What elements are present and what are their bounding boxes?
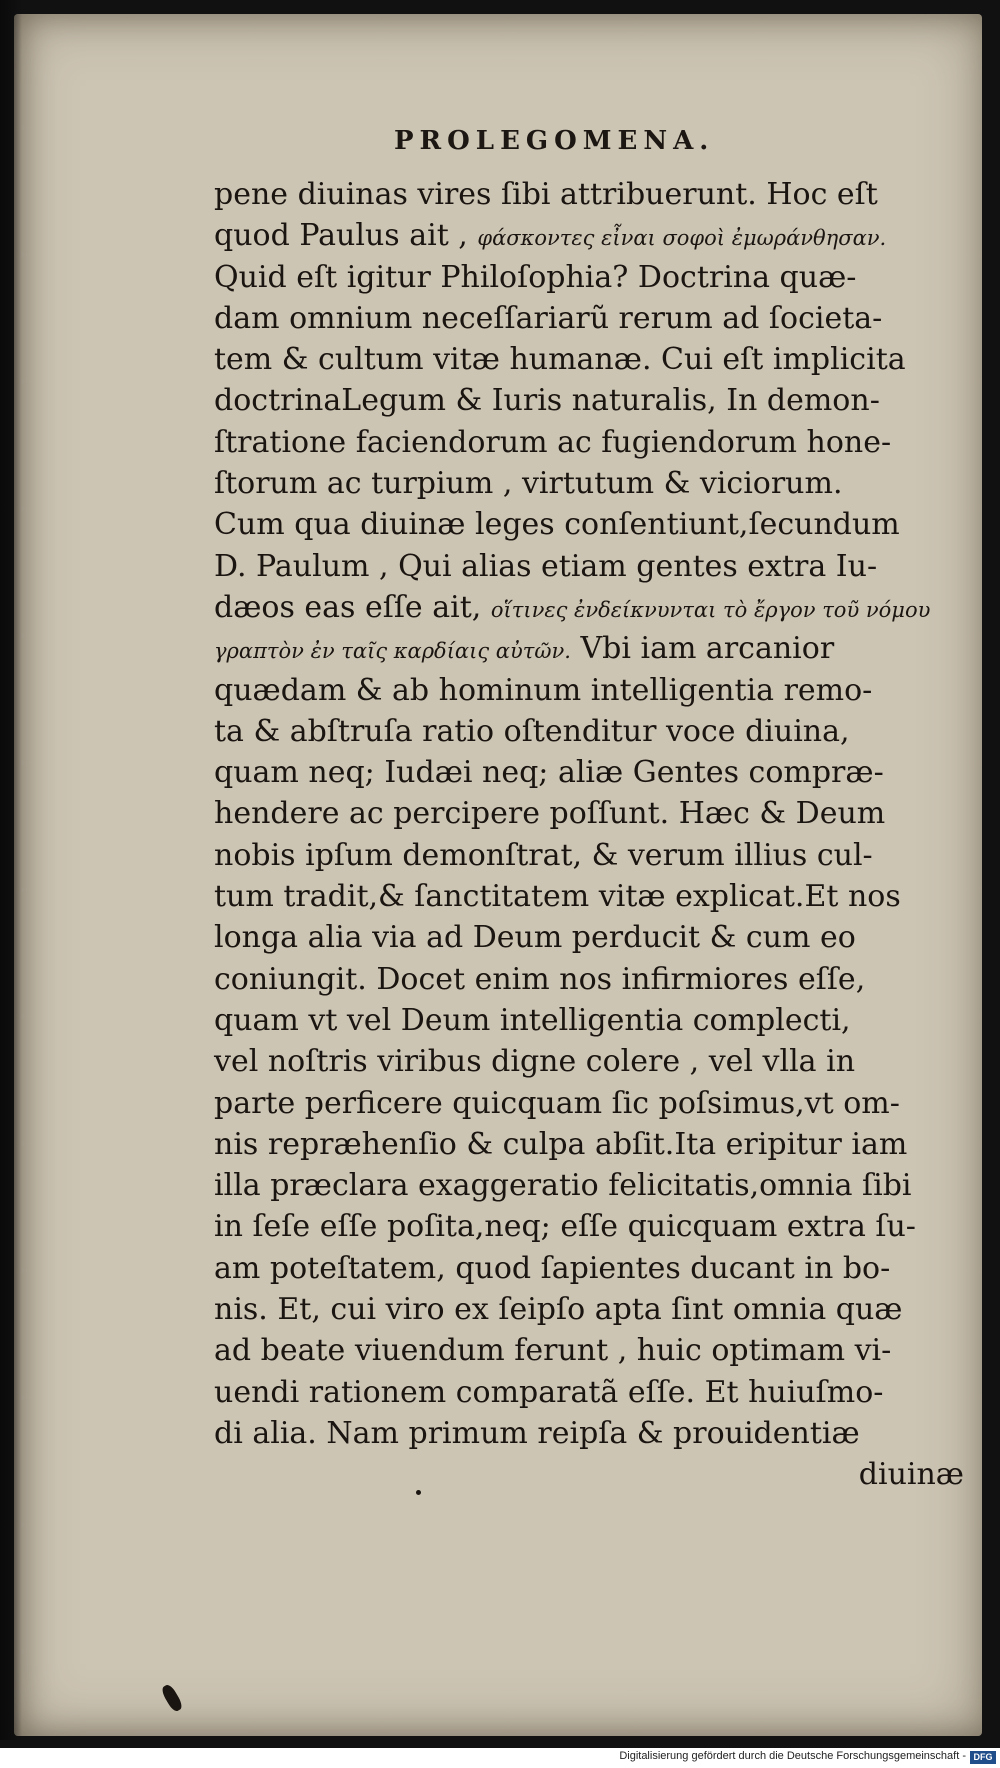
greek-quotation: φάσκοντες εἶναι σοφοὶ ἐμωράνθησαν. (477, 226, 887, 251)
footer-bar (0, 1748, 1000, 1768)
text-line: illa præclara exaggeratio felicitatis,omnia ſibi (214, 1168, 912, 1204)
text-line: longa alia via ad Deum perducit & cum eo (214, 920, 856, 956)
running-head: PROLEGOMENA. (394, 126, 715, 156)
catchword: diuinæ (858, 1457, 964, 1493)
text-line: tum tradit,& ſanctitatem vitæ explicat.Et nos (214, 879, 901, 915)
greek-quotation: γραπτὸν ἐν ταῖς καρδίαις αὐτῶν. (214, 639, 571, 664)
funding-credit: Digitalisierung gefördert durch die Deutsche Forschungsgemeinschaft - (619, 1750, 966, 1762)
text-line: quam neq; Iudæi neq; aliæ Gentes compræ- (214, 755, 884, 791)
text-line: ſtratione faciendorum ac fugiendorum hone- (214, 424, 892, 460)
text-line (214, 628, 984, 669)
text-line: di alia. Nam primum reipſa & prouidentiæ (214, 1415, 860, 1451)
text-line: Quid eſt igitur Philoſophia? Doctrina quæ- (214, 259, 857, 295)
text-line: nis. Et, cui viro ex ſeipſo apta ſint omnia quæ (214, 1292, 903, 1328)
text-line: doctrinaLegum & Iuris naturalis, In demon- (214, 383, 880, 419)
book-page (14, 14, 982, 1736)
text-line-latin: Vbi iam arcanior (580, 631, 835, 667)
text-line: quædam & ab hominum intelligentia remo- (214, 672, 873, 708)
dfg-logo-icon: DFG (970, 1751, 996, 1764)
text-line-latin: dæos eas eſſe ait, (214, 589, 482, 625)
text-line: nobis ipſum demonſtrat, & verum illius cul- (214, 837, 873, 873)
text-line: pene diuinas vires ſibi attribuerunt. Hoc eſt (214, 177, 878, 212)
text-line: am poteſtatem, quod ſapientes ducant in bo- (214, 1250, 891, 1286)
text-line-latin: quod Paulus ait , (214, 218, 468, 254)
greek-quotation: οἵτινες ἐνδείκνυνται τὸ ἔργον τοῦ νόμου (490, 597, 931, 622)
text-line: ſtorum ac turpium , virtutum & viciorum. (214, 466, 843, 502)
text-line (214, 215, 984, 256)
text-line: ta & abſtruſa ratio oſtenditur voce diuina, (214, 713, 850, 749)
text-line: tem & cultum vitæ humanæ. Cui eſt implicita (214, 342, 906, 378)
text-line: ad beate viuendum ferunt , huic optimam vi- (214, 1333, 892, 1369)
text-line: quam vt vel Deum intelligentia complecti, (214, 1002, 851, 1038)
ink-speck (416, 1490, 421, 1495)
text-line: coniungit. Docet enim nos infirmiores eſſe, (214, 961, 866, 997)
text-line: vel noſtris viribus digne colere , vel vlla in (214, 1044, 856, 1080)
text-block (214, 174, 984, 1496)
text-line: parte perficere quicquam ſic poſsimus,vt om- (214, 1085, 900, 1121)
binding-shadow (0, 0, 22, 1740)
text-line: D. Paulum , Qui alias etiam gentes extra Iu- (214, 548, 878, 584)
ink-speck (160, 1683, 184, 1713)
text-line: dam omnium neceſſariarũ rerum ad ſocieta- (214, 300, 883, 336)
text-line: nis repræhenſio & culpa abſit.Ita eripitur iam (214, 1126, 908, 1162)
text-line: in ſeſe eſſe poſita,neq; eſſe quicquam extra ſu- (214, 1209, 916, 1245)
text-line: hendere ac percipere poſſunt. Hæc & Deum (214, 796, 886, 832)
text-line: Cum qua diuinæ leges conſentiunt,ſecundum (214, 507, 900, 543)
text-line (214, 587, 984, 628)
text-line: uendi rationem comparatã eſſe. Et huiuſmo- (214, 1374, 884, 1410)
